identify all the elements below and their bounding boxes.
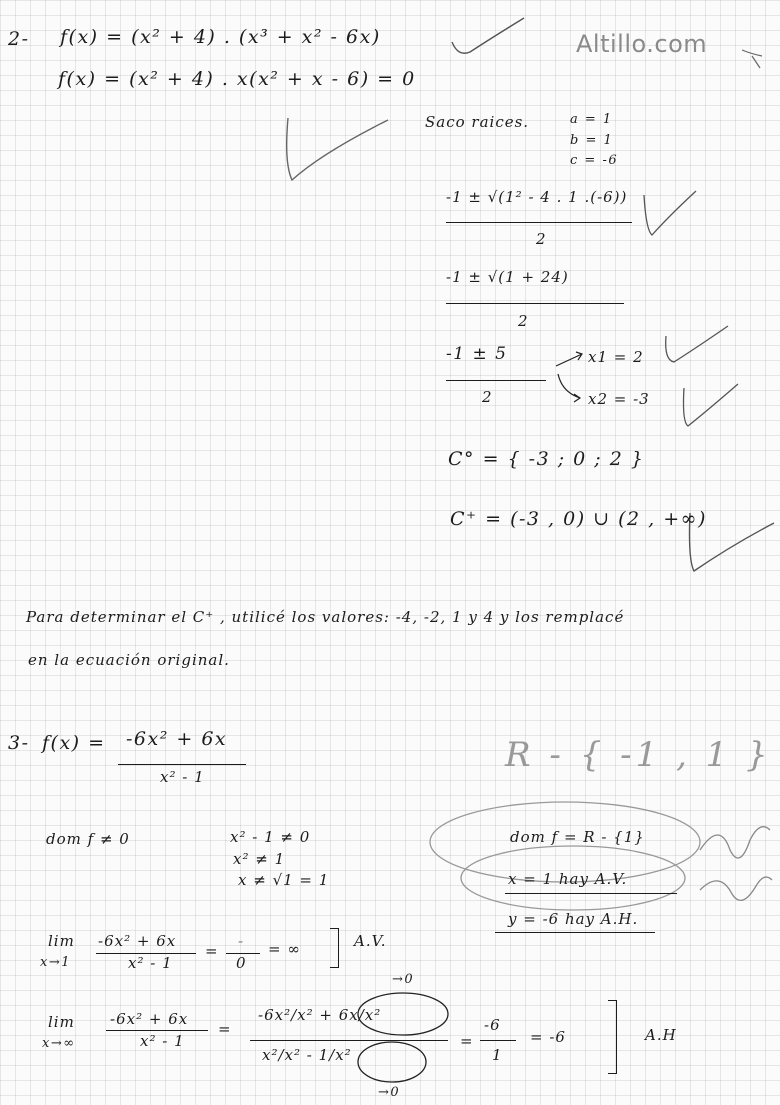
domain-result: dom f = R - {1}: [510, 828, 645, 846]
limit-label: lim: [48, 1013, 75, 1031]
checkmark-icon: [662, 322, 732, 367]
root-x2: x2 = -3: [588, 390, 650, 408]
domain-step-1: x² - 1 ≠ 0: [230, 828, 311, 846]
quadratic-step3-denominator: 2: [482, 388, 493, 406]
function-denominator: x² - 1: [160, 768, 205, 786]
coefficient-a: a = 1: [570, 112, 613, 127]
limit-result: = -6: [530, 1028, 566, 1046]
function-numerator: -6x² + 6x: [126, 728, 228, 750]
function-label: f(x) =: [42, 732, 106, 754]
limit-numerator: -6x² + 6x: [98, 932, 177, 950]
limit-subscript: x→1: [40, 955, 71, 970]
exercise-number: 2-: [8, 28, 30, 50]
correction-note: R - { -1 , 1 }: [505, 735, 772, 775]
arrow-to-zero: →0: [392, 972, 415, 987]
limit-result: = ∞: [268, 940, 301, 958]
checkmark-icon: [282, 108, 392, 183]
checkmark-icon: [448, 12, 528, 57]
fraction-bar: [118, 764, 246, 765]
watermark: Altillo.com: [576, 30, 708, 58]
limit-numerator: -6x² + 6x: [110, 1010, 189, 1028]
positivity-set: C⁺ = (-3 , 0) ∪ (2 , +∞): [450, 508, 707, 530]
root-x1: x1 = 2: [588, 348, 644, 366]
fraction-bar: [446, 303, 624, 304]
quadratic-step3-numerator: -1 ± 5: [446, 344, 508, 364]
limit-tag: A.H: [645, 1026, 677, 1044]
quadratic-step1-denominator: 2: [536, 230, 547, 248]
fraction-bar: [106, 1030, 208, 1031]
note-line-1: Para determinar el C⁺ , utilicé los valores: -4, -2, 1 y 4 y los remplacé: [26, 608, 625, 626]
function-definition: f(x) = (x² + 4) . (x³ + x² - 6x): [60, 26, 381, 48]
limit-denominator: x² - 1: [140, 1032, 185, 1050]
equals-sign: =: [218, 1020, 232, 1038]
teacher-scribble-icon: [690, 810, 775, 930]
fraction-bar: [250, 1040, 448, 1041]
vertical-asymptote: x = 1 hay A.V.: [508, 870, 628, 888]
checkmark-icon: [640, 185, 700, 240]
margin-mark-icon: [738, 42, 768, 72]
bracket: [608, 1000, 617, 1074]
equals-sign: =: [205, 942, 219, 960]
exercise-number: 3-: [8, 732, 30, 754]
checkmark-icon: [678, 380, 743, 430]
arrow-icon: [552, 346, 592, 406]
limit-denominator: x² - 1: [128, 954, 173, 972]
underline: [505, 893, 677, 894]
limit-mid-denominator: 0: [236, 954, 247, 972]
limit-label: lim: [48, 932, 75, 950]
limit-fraction-numerator: -6: [484, 1016, 501, 1034]
roots-title: Saco raices.: [425, 113, 530, 131]
domain-step-2: x² ≠ 1: [233, 850, 286, 868]
limit-mid-numerator: -: [238, 932, 245, 950]
underline: [495, 932, 655, 933]
quadratic-step2-denominator: 2: [518, 312, 529, 330]
limit-big-numerator: -6x²/x² + 6x/x²: [258, 1006, 382, 1024]
fraction-bar: [446, 380, 546, 381]
limit-fraction-denominator: 1: [492, 1046, 503, 1064]
fraction-bar: [480, 1040, 516, 1041]
horizontal-asymptote: y = -6 hay A.H.: [508, 910, 639, 928]
fraction-bar: [446, 222, 632, 223]
arrow-to-zero: →0: [378, 1085, 401, 1100]
function-factored: f(x) = (x² + 4) . x(x² + x - 6) = 0: [58, 68, 416, 90]
limit-tag: A.V.: [354, 932, 387, 950]
limit-subscript: x→∞: [42, 1036, 76, 1051]
quadratic-step2-numerator: -1 ± √(1 + 24): [446, 268, 569, 286]
domain-condition: dom f ≠ 0: [46, 830, 130, 848]
coefficient-b: b = 1: [570, 133, 614, 148]
domain-step-3: x ≠ √1 = 1: [238, 871, 330, 889]
circle-icon: [354, 1040, 430, 1086]
bracket: [330, 928, 339, 968]
zero-set: C° = { -3 ; 0 ; 2 }: [448, 448, 645, 470]
note-line-2: en la ecuación original.: [28, 651, 230, 669]
equals-sign: =: [460, 1032, 474, 1050]
coefficient-c: c = -6: [570, 153, 619, 168]
limit-big-denominator: x²/x² - 1/x²: [262, 1046, 352, 1064]
quadratic-step1-numerator: -1 ± √(1² - 4 . 1 .(-6)): [446, 188, 628, 206]
